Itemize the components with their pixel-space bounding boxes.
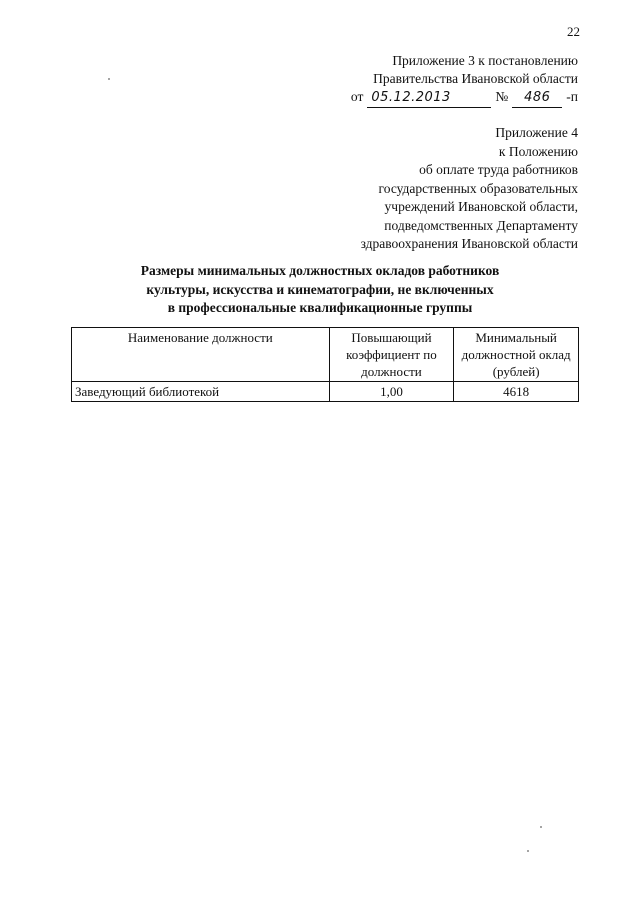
salary-table	[71, 327, 579, 402]
appendix-3-header	[351, 52, 578, 108]
scan-speck	[108, 78, 110, 80]
table-row	[72, 382, 579, 402]
number-suffix: -п	[566, 89, 578, 104]
date-prefix: от	[350, 89, 364, 104]
appendix-3-line-1: Приложение 3 к постановлению	[392, 53, 578, 68]
appendix-4-line: к Положению	[498, 143, 578, 159]
appendix-4-line: учреждений Ивановской области,	[384, 199, 578, 214]
title-line: Размеры минимальных должностных окладов работников	[140, 263, 500, 278]
title-line: культуры, искусства и кинематографии, не включенных	[146, 281, 494, 297]
scan-speck	[540, 826, 542, 828]
appendix-4-line: государственных образовательных	[378, 180, 578, 196]
resolution-date-number-line	[351, 88, 578, 108]
header-position-name: Наименование должности	[72, 328, 330, 382]
appendix-3-line-2: Правительства Ивановской области	[373, 71, 578, 86]
title-line: в профессиональные квалификационные группы	[167, 300, 473, 315]
appendix-4-line: подведомственных Департаменту	[384, 217, 578, 233]
header-minimum-salary: Минимальный должностной оклад (рублей)	[454, 328, 579, 382]
page-number: 22	[567, 24, 580, 39]
header-coefficient: Повышающий коэффициент по должности	[329, 328, 454, 382]
scan-speck	[527, 850, 529, 852]
document-title	[60, 262, 580, 318]
table-header-row	[72, 328, 579, 382]
appendix-4-line: Приложение 4	[495, 125, 578, 140]
cell-position-name: Заведующий библиотекой	[72, 382, 330, 402]
appendix-4-header	[361, 124, 578, 254]
appendix-4-line: об оплате труда работников	[419, 162, 578, 177]
handwritten-number: 486	[512, 89, 562, 108]
appendix-4-line: здравоохранения Ивановской области	[360, 236, 578, 251]
number-prefix: №	[495, 89, 509, 104]
cell-minimum-salary: 4618	[454, 382, 579, 402]
cell-coefficient: 1,00	[329, 382, 454, 402]
handwritten-date: 05.12.2013	[367, 89, 491, 108]
